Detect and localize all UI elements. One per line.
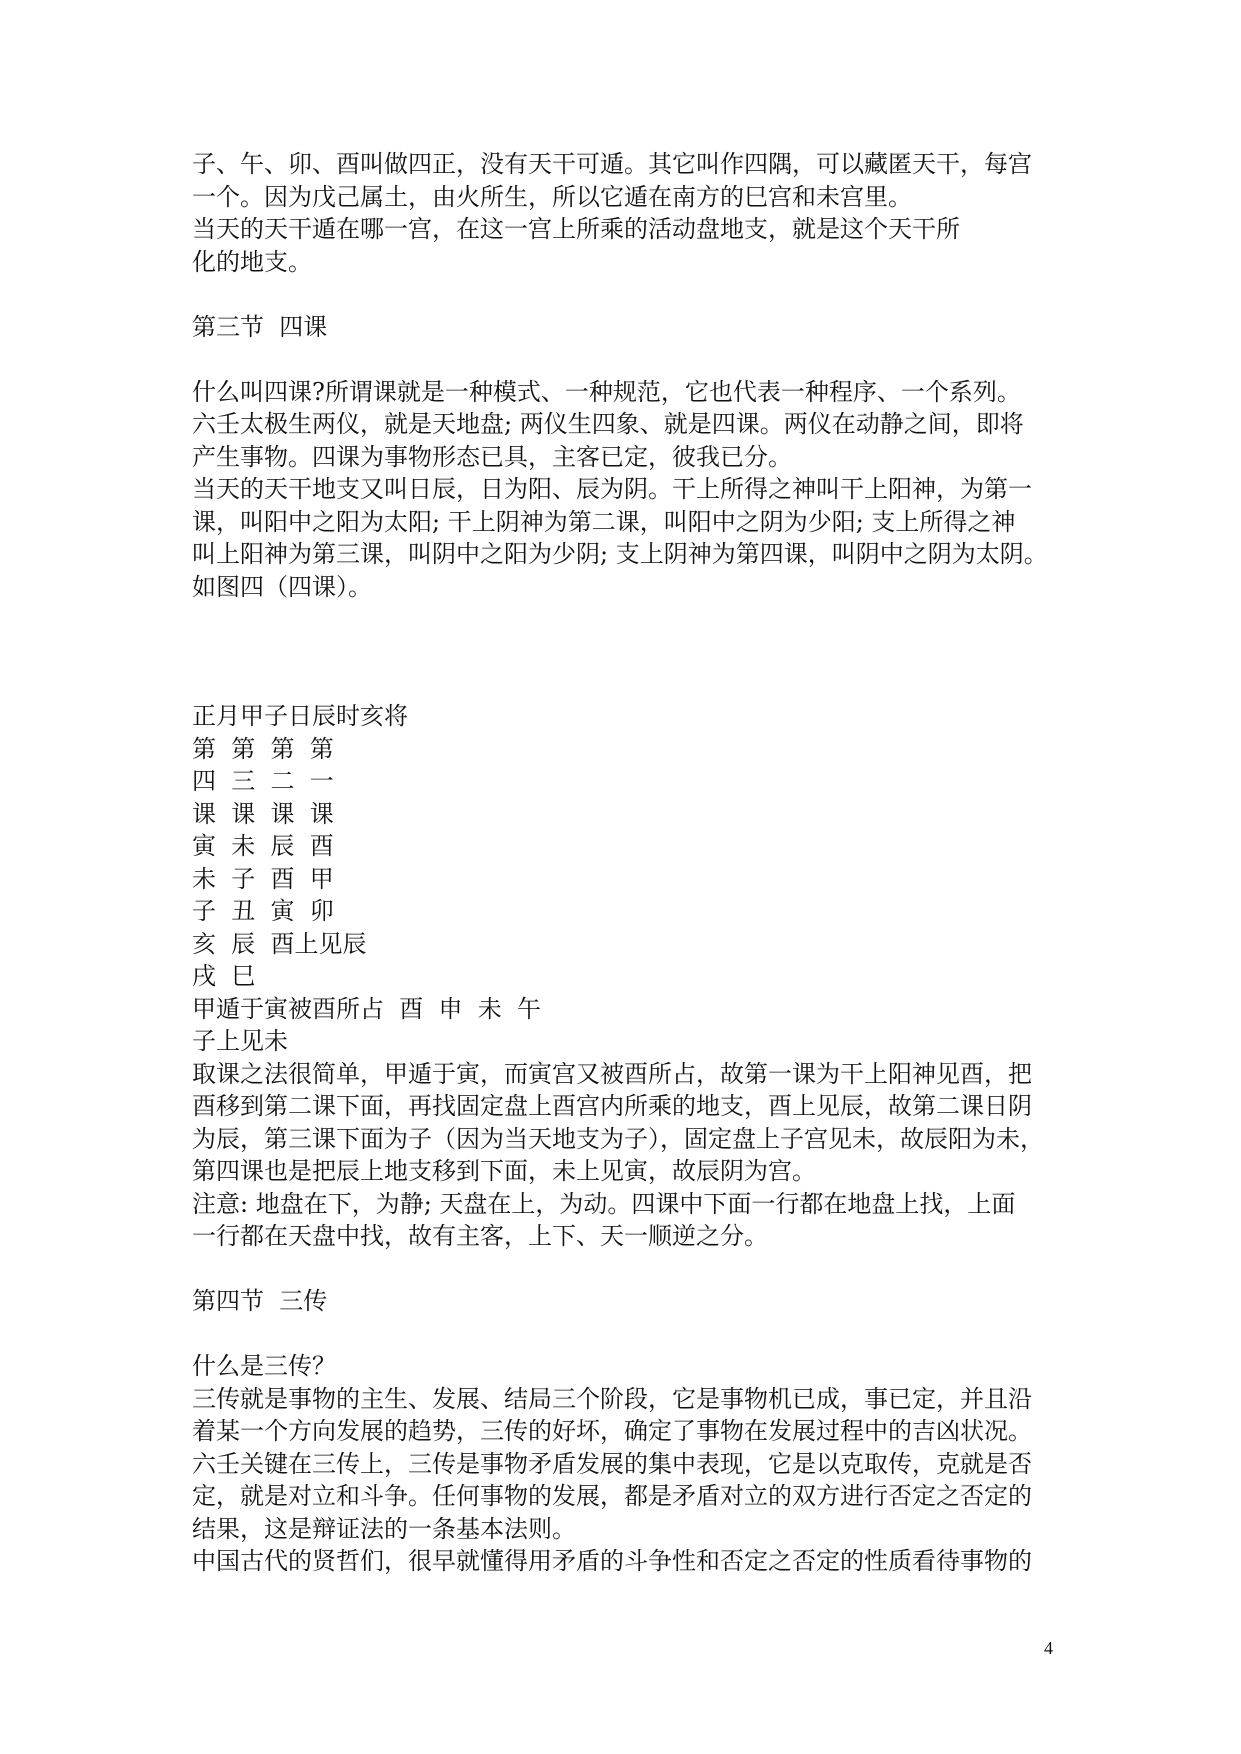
text-line: 为辰，第三课下面为子（因为当天地支为子），固定盘上子宫见未，故辰阳为未， bbox=[192, 1124, 1044, 1153]
figure-four-lessons bbox=[192, 700, 1062, 1058]
text-line: 一个。因为戊己属土，由火所生，所以它遁在南方的巳宫和未宫里。 bbox=[192, 182, 912, 211]
text-line: 课，叫阳中之阳为太阳; 干上阴神为第二课，叫阳中之阴为少阳; 支上所得之神 bbox=[192, 507, 1016, 536]
text-line: 酉移到第二课下面，再找固定盘上酉宫内所乘的地支，酉上见辰，故第二课日阴 bbox=[192, 1092, 1032, 1120]
figure-row: 亥 辰 酉上见辰 bbox=[192, 929, 367, 958]
text-line: 产生事物。四课为事物形态已具，主客已定，彼我已分。 bbox=[192, 442, 792, 471]
text-line: 取课之法很简单，甲遁于寅，而寅宫又被酉所占，故第一课为干上阳神见酉，把 bbox=[192, 1059, 1032, 1088]
text-line: 当天的天干遁在哪一宫，在这一宫上所乘的活动盘地支，就是这个天干所 bbox=[192, 215, 960, 243]
figure-row: 四 三 二 一 bbox=[192, 767, 334, 795]
document-page bbox=[192, 148, 1062, 1578]
text-line: 什么叫四课?所谓课就是一种模式、一种规范，它也代表一种程序、一个系列。 bbox=[192, 377, 1021, 406]
figure-row: 课 课 课 课 bbox=[192, 799, 334, 828]
text-line: 注意: 地盘在下，为静; 天盘在上，为动。四课中下面一行都在地盘上找，上面 bbox=[192, 1189, 1016, 1218]
text-line: 着某一个方向发展的趋势，三传的好坏，确定了事物在发展过程中的吉凶状况。 bbox=[192, 1417, 1032, 1445]
spacer bbox=[192, 603, 1062, 700]
spacer bbox=[192, 343, 1062, 376]
spacer bbox=[192, 1253, 1062, 1286]
text-line: 一行都在天盘中找，故有主客，上下、天一顺逆之分。 bbox=[192, 1222, 768, 1250]
spacer bbox=[192, 1318, 1062, 1351]
text-line: 叫上阳神为第三课，叫阴中之阳为少阴; 支上阴神为第四课，叫阴中之阴为太阴。 bbox=[192, 540, 1048, 568]
figure-row: 甲遁于寅被酉所占 酉 申 未 午 bbox=[192, 994, 542, 1023]
paragraph-si-ke bbox=[192, 376, 1062, 604]
figure-row: 未 子 酉 甲 bbox=[192, 864, 334, 893]
figure-row: 第 第 第 第 bbox=[192, 734, 334, 763]
text-line: 定，就是对立和斗争。任何事物的发展，都是矛盾对立的双方进行否定之否定的 bbox=[192, 1482, 1032, 1510]
text-line: 子、午、卯、酉叫做四正，没有天干可遁。其它叫作四隅，可以藏匿天干，每宫 bbox=[192, 150, 1032, 178]
paragraph-dun-gan bbox=[192, 148, 1062, 278]
page-number: 4 bbox=[1044, 1638, 1053, 1658]
paragraph-san-chuan bbox=[192, 1350, 1062, 1578]
text-line: 化的地支。 bbox=[192, 247, 312, 276]
section-heading-3: 第三节 四课 bbox=[192, 312, 328, 341]
text-line: 什么是三传？ bbox=[192, 1352, 336, 1380]
figure-title: 正月甲子日辰时亥将 bbox=[192, 702, 408, 730]
section-heading-4: 第四节 三传 bbox=[192, 1287, 328, 1315]
text-line: 如图四（四课）。 bbox=[192, 572, 372, 601]
text-line: 六壬关键在三传上，三传是事物矛盾发展的集中表现，它是以克取传，克就是否 bbox=[192, 1449, 1032, 1478]
figure-row: 寅 未 辰 酉 bbox=[192, 832, 334, 860]
text-line: 中国古代的贤哲们，很早就懂得用矛盾的斗争性和否定之否定的性质看待事物的 bbox=[192, 1547, 1032, 1575]
figure-row: 子 丑 寅 卯 bbox=[192, 897, 334, 925]
spacer bbox=[192, 278, 1062, 311]
text-line: 当天的天干地支又叫日辰，日为阳、辰为阴。干上所得之神叫干上阳神，为第一 bbox=[192, 475, 1032, 503]
figure-row: 子上见未 bbox=[192, 1027, 288, 1055]
text-line: 第四课也是把辰上地支移到下面，未上见寅，故辰阴为宫。 bbox=[192, 1157, 816, 1185]
text-line: 结果，这是辩证法的一条基本法则。 bbox=[192, 1514, 576, 1543]
text-line: 三传就是事物的主生、发展、结局三个阶段，它是事物机已成，事已定，并且沿 bbox=[192, 1384, 1032, 1413]
paragraph-method bbox=[192, 1058, 1062, 1253]
text-line: 六壬太极生两仪，就是天地盘; 两仪生四象、就是四课。两仪在动静之间，即将 bbox=[192, 410, 1024, 438]
figure-row: 戌 巳 bbox=[192, 962, 256, 990]
